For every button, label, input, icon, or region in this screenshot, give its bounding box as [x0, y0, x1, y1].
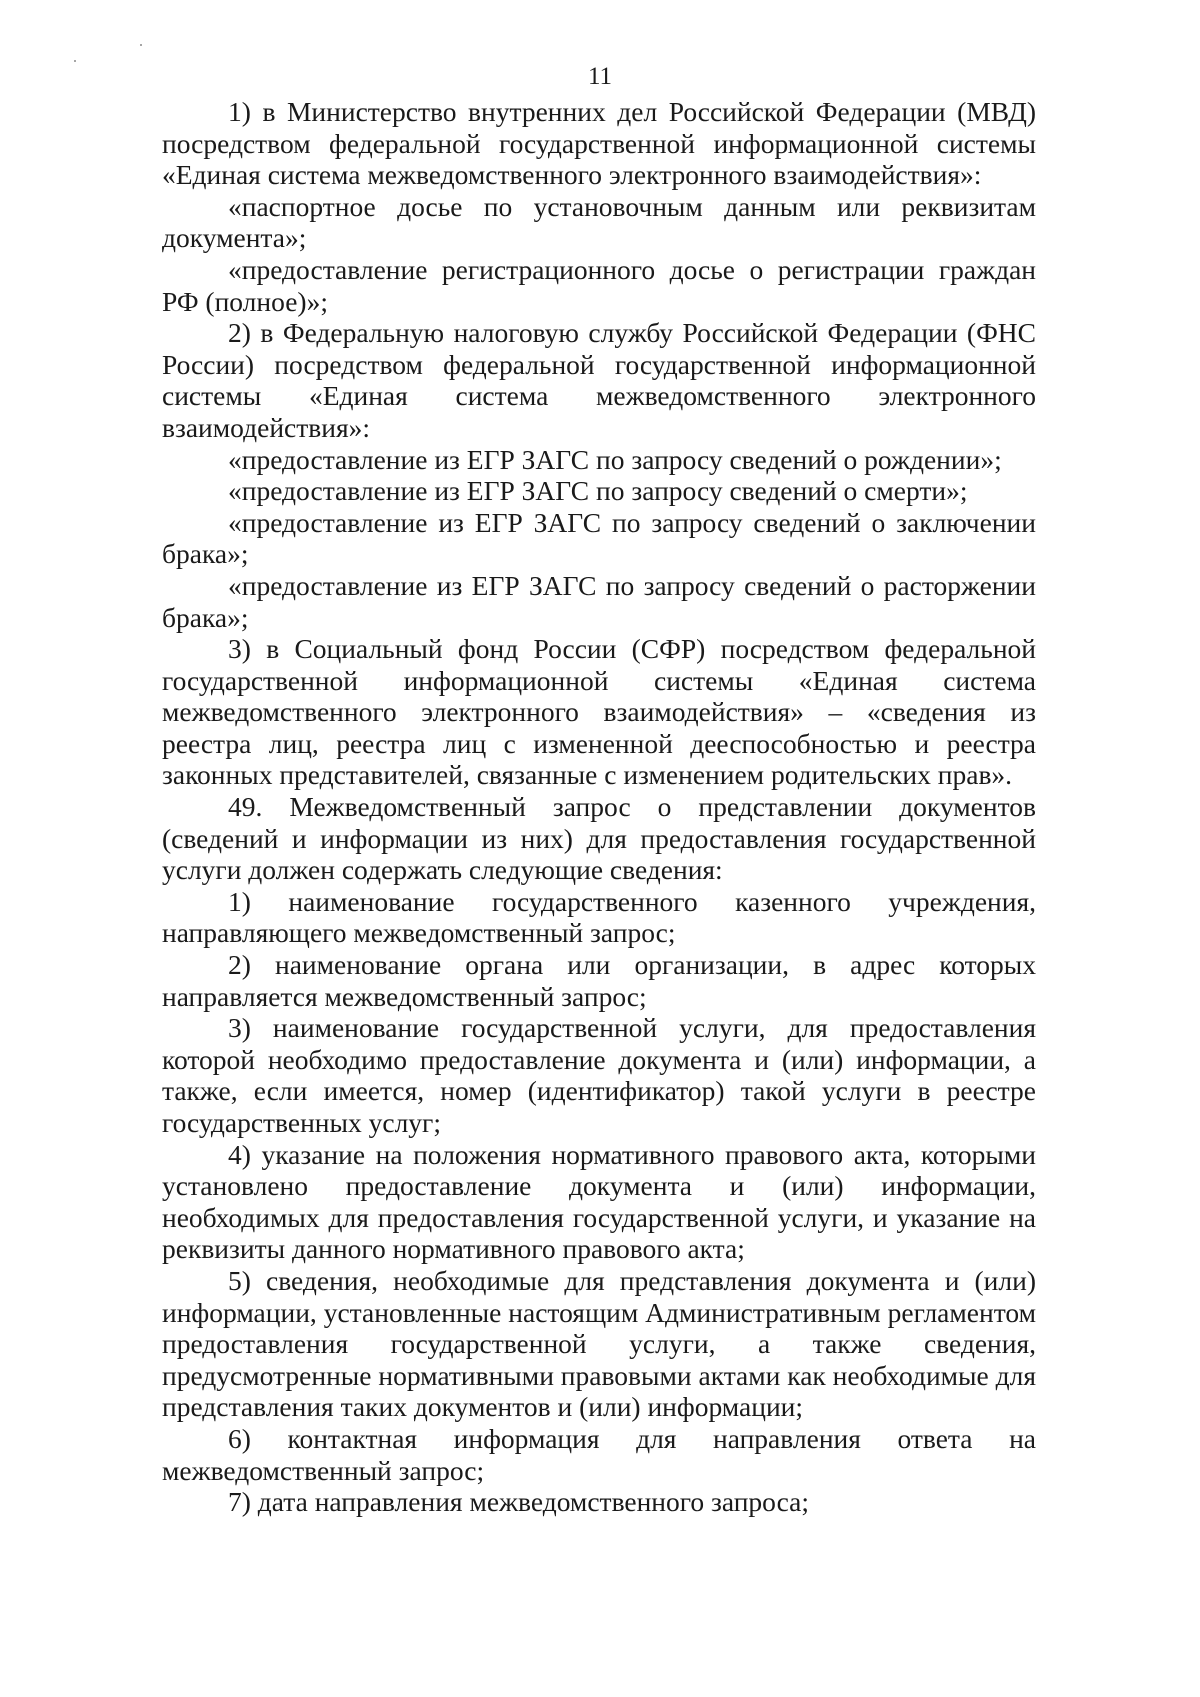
list-item-3: 3) наименование государственной услуги, для предоставления которой необходимо предоставление документа и (или) информации, а также, если имеется, номер (идентификатор) такой услуги в реестре государственных услуг;: [162, 1012, 1036, 1138]
paragraph-fns: 2) в Федеральную налоговую службу Российской Федерации (ФНС России) посредством федеральной государственной информационной системы «Единая система межведомственного электронного взаимодействия»:: [162, 317, 1036, 443]
paragraph-passport-dossier: «паспортное досье по установочным данным или реквизитам документа»;: [162, 190, 1036, 254]
paragraph-zags-death: «предоставление из ЕГР ЗАГС по запросу сведений о смерти»;: [228, 475, 968, 507]
paragraph-zags-marriage: «предоставление из ЕГР ЗАГС по запросу сведений о заключении брака»;: [162, 506, 1036, 570]
paragraph-clause-49: 49. Межведомственный запрос о представлении документов (сведений и информации из них) для предоставления государственной услуги должен содержать следующие сведения:: [162, 791, 1036, 886]
page-number: 11: [587, 63, 613, 90]
list-item-2: 2) наименование органа или организации, в адрес которых направляется межведомственный запрос;: [162, 949, 1036, 1012]
paragraph-sfr: 3) в Социальный фонд России (СФР) посредством федеральной государственной информационной системы «Единая система межведомственного электронного взаимодействия» – «сведения из реестра лиц, реестра лиц с измененной дееспособностью и реестра законных представителей, связанные с изменением родительских прав».: [162, 633, 1036, 791]
scan-speck: [140, 44, 142, 46]
list-item-6: 6) контактная информация для направления ответа на межведомственный запрос;: [162, 1422, 1036, 1486]
list-item-4: 4) указание на положения нормативного правового акта, которыми установлено предоставление документа и (или) информации, необходимых для предоставления государственной услуги, и указание на реквизиты данного нормативного правового акта;: [162, 1138, 1036, 1265]
paragraph-zags-birth: «предоставление из ЕГР ЗАГС по запросу сведений о рождении»;: [228, 443, 1002, 475]
paragraph-registration-dossier: «предоставление регистрационного досье о регистрации граждан РФ (полное)»;: [162, 253, 1036, 317]
document-body: [162, 96, 1036, 1518]
list-item-1: 1) наименование государственного казенного учреждения, направляющего межведомственный запрос;: [162, 885, 1036, 949]
list-item-7: 7) дата направления межведомственного запроса;: [228, 1486, 809, 1518]
list-item-5: 5) сведения, необходимые для представления документа и (или) информации, установленные настоящим Административным регламентом предоставления государственной услуги, а также сведения, предусмотренные нормативными правовыми актами как необходимые для представления таких документов и (или) информации;: [162, 1264, 1036, 1423]
paragraph-mvd: 1) в Министерство внутренних дел Российской Федерации (МВД) посредством федеральной государственной информационной системы «Единая система межведомственного электронного взаимодействия»:: [162, 96, 1036, 191]
paragraph-zags-divorce: «предоставление из ЕГР ЗАГС по запросу сведений о расторжении брака»;: [162, 569, 1036, 633]
